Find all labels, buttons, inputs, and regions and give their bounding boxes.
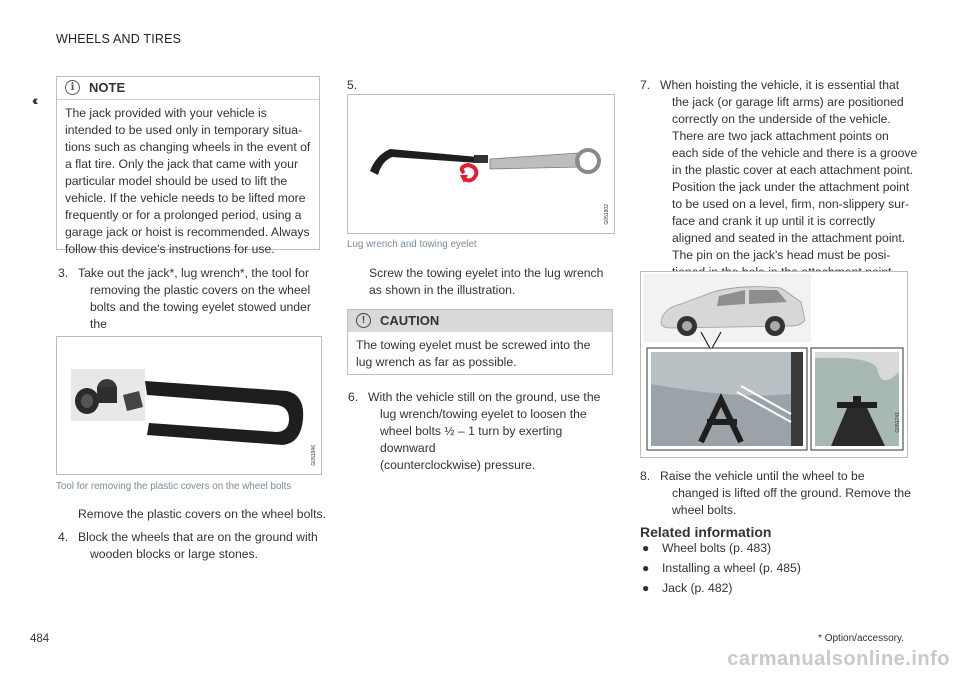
note-body: [65, 105, 313, 258]
note-box: [56, 76, 320, 256]
step-line: bolts and the towing eyelet stowed under the: [90, 300, 311, 331]
step-line: Block the wheels that are on the ground with: [78, 530, 318, 544]
step-line: each side of the vehicle and there is a groove: [672, 146, 918, 160]
lug-wrench-illustration: [348, 95, 614, 233]
step-number: 3.: [58, 266, 69, 280]
step-line: changed is lifted off the ground. Remove the: [672, 486, 911, 500]
step-line: wheel bolts ½ – 1 turn by exerting downward: [380, 424, 563, 455]
step-line: lug wrench/towing eyelet to loosen the: [380, 407, 587, 421]
related-link-label: Wheel bolts (p. 483): [662, 541, 772, 555]
step-line: (counterclockwise) pressure.: [380, 458, 536, 472]
related-link-label: Jack (p. 482): [662, 581, 733, 595]
step-line: aligned and seated in the attachment point.: [672, 231, 906, 245]
warning-icon: !: [356, 313, 371, 328]
figure-caption: Tool for removing the plastic covers on the wheel bolts: [56, 481, 292, 492]
related-link-jack[interactable]: [640, 581, 910, 601]
note-line: frequently or for a prolonged period, using a: [65, 208, 302, 222]
note-line: particular model should be used to lift the: [65, 174, 288, 188]
instruction-line: as shown in the illustration.: [369, 283, 516, 297]
step-line: removing the plastic covers on the wheel: [90, 283, 311, 297]
step-number: 7.: [640, 78, 651, 92]
step-number: 4.: [58, 530, 69, 544]
step-line: face and crank it up until it is correctly: [672, 214, 876, 228]
cover-removal-tool-illustration: [57, 337, 321, 474]
note-line: follow this device's instructions for use.: [65, 242, 275, 256]
note-line: intended to be used only in temporary situa-: [65, 123, 303, 137]
caution-title: CAUTION: [380, 313, 440, 328]
related-info-list: [640, 541, 910, 601]
note-line: tions such as changing wheels in the event of: [65, 140, 311, 154]
step-line: the jack (or garage lift arms) are positioned: [672, 95, 904, 109]
step-line: Raise the vehicle until the wheel to be: [660, 469, 865, 483]
note-line: vehicle. If the vehicle needs to be lifted more: [65, 191, 306, 205]
figure-caption: Lug wrench and towing eyelet: [347, 239, 477, 250]
figure-code: G051741: [895, 412, 901, 433]
section-title: WHEELS AND TIRES: [56, 32, 182, 46]
previous-page-chevron-icon[interactable]: ‹‹: [32, 92, 36, 108]
step-number: 8.: [640, 469, 651, 483]
note-line: garage jack or hoist is recommended. Always: [65, 225, 310, 239]
step-line: Take out the jack*, lug wrench*, the tool for: [78, 266, 310, 280]
note-title: NOTE: [89, 80, 126, 95]
figure-jack-points: [640, 271, 908, 458]
step-line: When hoisting the vehicle, it is essential that: [660, 78, 900, 92]
figure-code: G051946: [311, 445, 317, 466]
step-line: in the plastic cover at each attachment point.: [672, 163, 914, 177]
figure-lug-wrench: [347, 94, 615, 234]
instruction-text: Remove the plastic covers on the wheel bolts.: [78, 507, 326, 521]
step-line: wheel bolts.: [672, 503, 737, 517]
page-number: 484: [30, 633, 50, 645]
caution-header: [348, 310, 612, 332]
step-line: Position the jack under the attachment point: [672, 180, 910, 194]
watermark: carmanualsonline.info: [727, 648, 950, 670]
step-5-number: 5.: [347, 78, 358, 92]
related-link-installing-wheel[interactable]: [640, 561, 910, 581]
bullet-icon: ●: [642, 581, 650, 595]
instruction-line: Screw the towing eyelet into the lug wrench: [369, 266, 604, 280]
related-link-wheel-bolts[interactable]: [640, 541, 910, 561]
caution-box: [347, 309, 613, 375]
note-line: a flat tire. Only the jack that came with your: [65, 157, 299, 171]
step-line: correctly on the underside of the vehicle.: [672, 112, 891, 126]
related-link-label: Installing a wheel (p. 485): [662, 561, 801, 575]
figure-cover-removal-tool: [56, 336, 322, 475]
step-line: to be used on a level, firm, non-slippery sur-: [672, 197, 910, 211]
jack-points-illustration: [641, 272, 907, 457]
caution-line: The towing eyelet must be screwed into the: [356, 338, 591, 352]
caution-body: [356, 337, 590, 371]
step-line: The pin on the jack's head must be posi-: [672, 248, 891, 262]
caution-line: lug wrench as far as possible.: [356, 355, 517, 369]
instruction-text: [369, 265, 603, 299]
step-line: There are two jack attachment points on: [672, 129, 889, 143]
figure-code: G051902: [604, 204, 610, 225]
bullet-icon: ●: [642, 541, 650, 555]
step-line: With the vehicle still on the ground, use the: [368, 390, 601, 404]
note-header: [57, 77, 319, 100]
related-info-heading: Related information: [640, 524, 772, 540]
bullet-icon: ●: [642, 561, 650, 575]
step-number: 6.: [348, 390, 359, 404]
step-line: wooden blocks or large stones.: [90, 547, 259, 561]
footnote: * Option/accessory.: [818, 633, 904, 644]
note-line: The jack provided with your vehicle is: [65, 106, 267, 120]
info-icon: i: [65, 80, 80, 95]
